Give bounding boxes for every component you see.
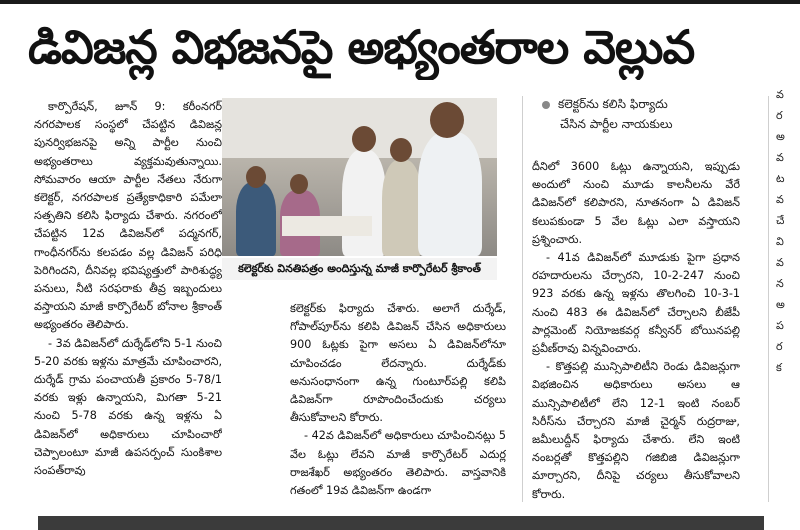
column-divider [522,96,523,502]
paragraph: దీనిలో 3600 ఓట్లు ఉన్నాయని, ఇప్పుడు అందులో నుంచి మూడు కాలనీలను వేరే డివిజన్‌లో కలిపారని, నూతనంగా ఏ డివిజన్ కలుపకుండా 5 వేల ఓట్లు ఎలా వస్తాయని ప్రశ్నించారు. [532,160,740,246]
adjacent-article-fragment: వ ర అ వ ట వ చే వి వ న అ ప ర క [776,88,785,374]
paragraph: కలెక్టర్‌కు ఫిర్యాదు చేశారు. అలాగే దుర్శేడ్, గోపాల్‌పూర్‌ను కలిపి డివిజన్ చేసిన అధికారులు 900 ఓట్లకు పైగా అసలు ఏ డివిజన్‌లోనూ చూపించడం లేదన్నారు. దుర్శేడ్‌కు అనుసంధానంగా ఉన్న గుంటూర్‌పల్లి కలిపి డివిజన్‌గా రూపొందించేందుకు చర్యలు తీసుకోవాలని కోరారు. [290,302,506,425]
paragraph: - 3వ డివిజన్‌లో దుర్శేడ్‌లోని 5-1 నుంచి 5-20 వరకు ఇళ్లను మాత్రమే చూపించారని, దుర్శేడ్ గ్రామ పంచాయతీ ప్రకారం 5-78/1 వరకు ఇళ్లు ఉన్నాయని, మిగతా 5-21 నుంచి 5-78 వరకు ఉన్న ఇళ్లను ఏ డివిజన్‌లో అధికారులు చూపించారో చెప్పాలంటూ మాజీ ఉపసర్పంచ్ సుంకిశాల సంపత్‌రావు [34,336,222,478]
bullet-icon [542,101,550,109]
pull-quote [532,94,740,148]
pull-quote-line-2: చేసిన పార్టీల నాయకులు [560,117,673,131]
pull-quote-line-1: కలెక్టర్‌ను కలిసి ఫిర్యాదు [558,97,668,111]
column-divider [768,96,769,502]
article-column-1 [34,98,222,500]
photo-caption: కలెక్టర్‌కు వినతిపత్రం అందిస్తున్న మాజీ కార్పొరేటర్ శ్రీకాంత్ [222,258,497,280]
paragraph: - 42వ డివిజన్‌లో అధికారులు చూపించినట్లు 5 వేల ఓట్లు లేవని మాజీ కార్పొరేటర్ ఎదుర్ల రాజశేఖర్ అభ్యంతరం తెలిపారు. వాస్తవానికి గతంలో 19వ డివిజన్‌గా ఉండగా [290,429,506,498]
next-article-strip [38,516,764,530]
article-column-2 [290,300,506,500]
paragraph: - కొత్తపల్లి మున్సిపాలిటీని రెండు డివిజన్లుగా విభజించిన అధికారులు అసలు ఆ మున్సిపాలిటీలో లేని 12-1 ఇంటి నంబర్ సిరీస్‌ను చేర్చారని మాజీ చైర్మన్ రుద్రరాజు, జమీలుద్దీన్ ఫిర్యాదు చేశారు. లేని ఇంటి నంబర్లతో కొత్తపల్లిని గజిబిజి డివిజన్లుగా మార్చారని, దీనిపై చర్యలు తీసుకోవాలని కోరారు. [532,360,740,500]
article-headline: డివిజన్ల విభజనపై అభ్యంతరాల వెల్లువ [28,20,695,74]
paragraph: - 41వ డివిజన్‌లో మూడుకు పైగా ప్రధాన రహదారులను చేర్చారని, 10-2-247 నుంచి 923 వరకు ఉన్న ఇళ్లను తొలగించి 10-3-1 నుంచి 483 ఈ డివిజన్‌లో చేర్చాలని బీజేపీ పార్లమెంట్ నియోజకవర్గ కన్వీనర్ బోయినపల్లి ప్రవీణ్‌రావు విన్నవించారు. [532,251,740,356]
article-photo [222,98,497,256]
article-column-3 [532,158,740,500]
paragraph: కార్పొరేషన్, జూన్ 9: కరీంనగర్ నగరపాలక సంస్థలో చేపట్టిన డివిజన్ల పునర్విభజనపై అన్ని పార్టీల నుంచి అభ్యంతరాలు వ్యక్తమవుతున్నాయి. సోమవారం ఆయా పార్టీల నేతలు నేరుగా కలెక్టర్, నగరపాలక ప్రత్యేకాధికారి పమేలా సత్పతిని కలిసి ఫిర్యాదు చేశారు. నగరంలో చేపట్టిన 12వ డివిజన్‌లో పద్మనగర్, గాంధీనగర్‌ను కలపడం వల్ల డివిజన్ పరిధి పెరిగిందని, దీనివల్ల భవిష్యత్తులో పారిశుద్ధ్య పనులు, నీటి సరఫరాకు తీవ్ర ఇబ్బందులు వస్తాయని మాజీ కార్పొరేటర్ బోనాల శ్రీకాంత్ అభ్యంతరం తెలిపారు. [34,100,222,332]
top-rule [0,0,800,4]
